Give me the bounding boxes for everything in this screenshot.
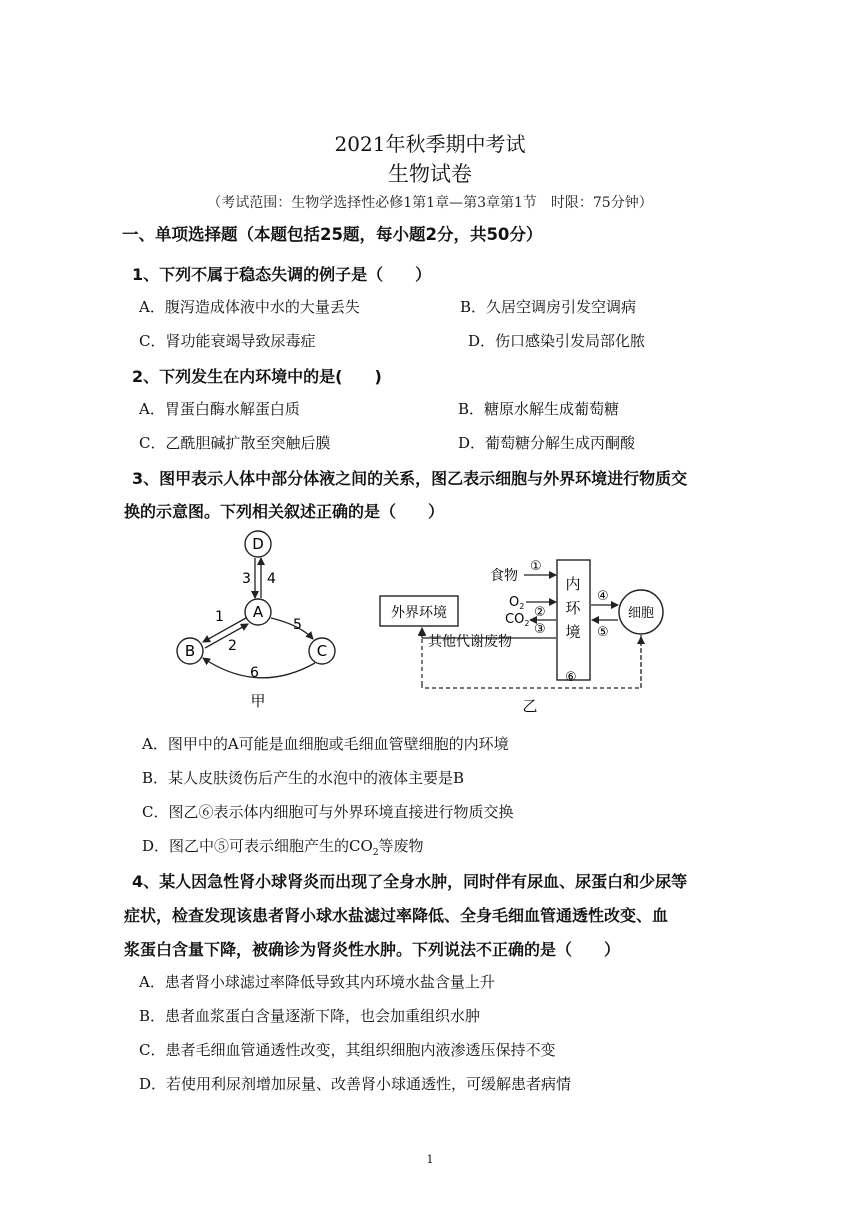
- q3-figure: [160, 525, 680, 720]
- arrow-label-5: ⑤: [597, 625, 609, 640]
- q3-option-a: A．图甲中的A可能是血细胞或毛细血管壁细胞的内环境: [142, 735, 509, 753]
- question-4-stem-line2: 症状，检查发现该患者肾小球水盐滤过率降低、全身毛细血管通透性改变、血: [124, 906, 669, 925]
- question-3-stem-line2: 换的示意图。下列相关叙述正确的是（ ）: [124, 502, 445, 521]
- waste-label: 其他代谢废物: [428, 634, 512, 650]
- question-4-stem-line3: 浆蛋白含量下降，被确诊为肾炎性水肿。下列说法不正确的是（ ）: [124, 940, 621, 959]
- o2-label: $O_2$: [509, 595, 525, 611]
- arrow-label-2: ②: [534, 605, 546, 620]
- q4-option-a: A．患者肾小球滤过率降低导致其内环境水盐含量上升: [139, 973, 495, 991]
- q2-option-b: B．糖原水解生成葡萄糖: [458, 400, 620, 418]
- q1-option-c: C．肾功能衰竭导致尿毒症: [139, 332, 316, 350]
- exam-title: 2021年秋季期中考试: [334, 132, 526, 156]
- arrow-2-label: 2: [228, 638, 237, 654]
- arrow-label-3: ③: [534, 622, 546, 637]
- arrow-label-4: ④: [597, 589, 609, 604]
- internal-environment-char-2: 环: [565, 599, 581, 617]
- figure-jia-caption: 甲: [250, 692, 266, 710]
- arrow-label-1: ①: [530, 559, 542, 574]
- exam-subtitle: 生物试卷: [388, 162, 472, 186]
- q3-option-b: B．某人皮肤烫伤后产生的水泡中的液体主要是B: [142, 769, 465, 787]
- q4-option-d: D．若使用利尿剂增加尿量、改善肾小球通透性，可缓解患者病情: [139, 1075, 572, 1093]
- internal-environment-char-3: 境: [565, 623, 581, 641]
- outside-environment-label: 外界环境: [391, 605, 447, 621]
- node-d-label: D: [252, 535, 264, 553]
- question-2-stem: 2、下列发生在内环境中的是( ): [132, 367, 382, 386]
- page-number: 1: [426, 1153, 434, 1166]
- co2-label: $CO_2$: [505, 612, 530, 628]
- node-c-label: C: [316, 642, 328, 660]
- arrow-1: [203, 618, 246, 642]
- question-4-stem-line1: 4、某人因急性肾小球肾炎而出现了全身水肿，同时伴有尿血、尿蛋白和少尿等: [132, 872, 688, 891]
- q1-option-a: A．腹泻造成体液中水的大量丢失: [139, 298, 360, 316]
- node-a-label: A: [252, 603, 264, 621]
- q2-option-d: D．葡萄糖分解生成丙酮酸: [458, 434, 636, 452]
- q1-option-d: D．伤口感染引发局部化脓: [468, 332, 646, 350]
- section-heading: 一、单项选择题（本题包括25题，每小题2分，共50分）: [122, 225, 543, 244]
- arrow-3-label: 3: [242, 571, 251, 587]
- node-b-label: B: [184, 642, 196, 660]
- exam-range: （考试范围：生物学选择性必修1第1章—第3章第1节 时限：75分钟）: [207, 195, 653, 211]
- q3-option-c: C．图乙⑥表示体内细胞可与外界环境直接进行物质交换: [142, 803, 514, 821]
- question-1-stem: 1、下列不属于稳态失调的例子是（ ）: [132, 265, 432, 284]
- arrow-2: [205, 624, 248, 648]
- figure-jia: [177, 531, 335, 710]
- arrow-6: [203, 658, 315, 678]
- arrow-4-label: 4: [267, 571, 276, 587]
- internal-environment-char-1: 内: [565, 575, 581, 593]
- question-3-stem-line1: 3、图甲表示人体中部分体液之间的关系，图乙表示细胞与外界环境进行物质交: [132, 469, 688, 488]
- cell-label: 细胞: [627, 606, 655, 621]
- arrow-5: [271, 618, 313, 639]
- q4-option-b: B．患者血浆蛋白含量逐渐下降，也会加重组织水肿: [139, 1007, 481, 1025]
- q1-option-b: B．久居空调房引发空调病: [460, 298, 637, 316]
- figure-yi: [380, 559, 663, 715]
- arrow-6-label: 6: [250, 665, 259, 681]
- figure-yi-caption: 乙: [522, 697, 538, 715]
- arrow-5-label: 5: [293, 617, 302, 633]
- q2-option-c: C．乙酰胆碱扩散至突触后膜: [139, 434, 331, 452]
- q3-option-d: D．图乙中⑤可表示细胞产生的$CO_2$等废物: [142, 837, 424, 858]
- arrow-label-6: ⑥: [565, 670, 577, 685]
- q2-option-a: A．胃蛋白酶水解蛋白质: [139, 400, 300, 418]
- arrow-1-label: 1: [215, 609, 224, 625]
- q4-option-c: C．患者毛细血管通透性改变，其组织细胞内液渗透压保持不变: [139, 1041, 556, 1059]
- food-label: 食物: [490, 568, 518, 584]
